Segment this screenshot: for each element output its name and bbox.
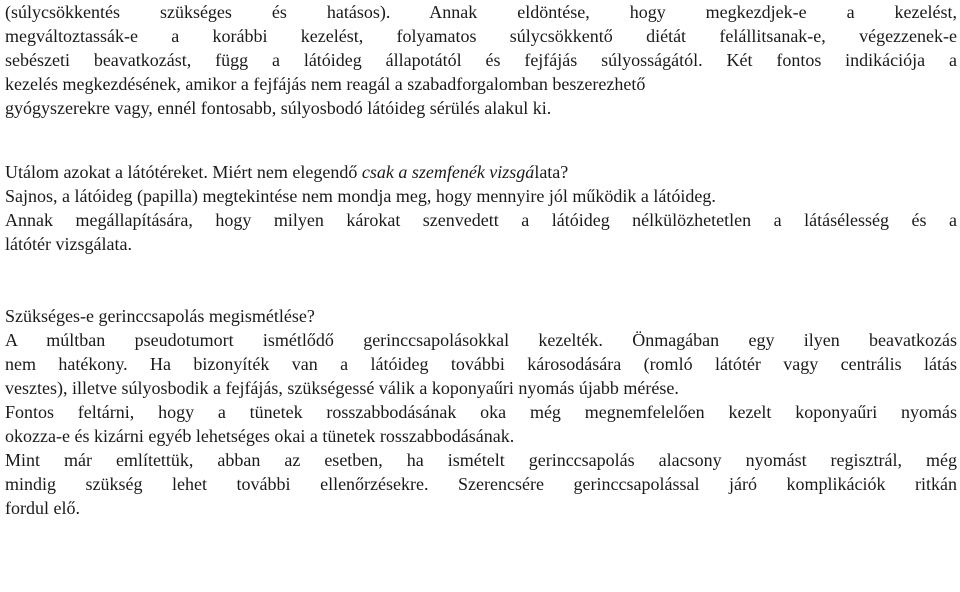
text-line: Fontos feltárni, hogy a tünetek rosszabbodásának oka még megnemfelelően kezelt koponyaűri nyomás bbox=[5, 402, 957, 422]
heading-text-end: lata? bbox=[534, 162, 569, 182]
document-page bbox=[5, 0, 957, 520]
section-spinal-tap bbox=[5, 304, 957, 520]
paragraph-spacer bbox=[5, 120, 957, 160]
text-line: Annak megállapítására, hogy milyen károkat szenvedett a látóideg nélkülözhetetlen a látásélesség és a bbox=[5, 210, 957, 230]
section-heading bbox=[5, 160, 957, 184]
section-visual-field bbox=[5, 160, 957, 256]
text-line: gyógyszerekre vagy, ennél fontosabb, súlyosbodó látóideg sérülés alakul ki. bbox=[5, 98, 552, 118]
text-line: fordul elő. bbox=[5, 498, 80, 518]
heading-italic-text: csak a szemfenék vizsgá bbox=[361, 162, 535, 182]
text-line: sebészeti beavatkozást, függ a látóideg állapotától és fejfájás súlyosságától. Két fontos indikációja a bbox=[5, 50, 957, 70]
text-line: nem hatékony. Ha bizonyíték van a látóideg további károsodására (romló látótér vagy centrális látás bbox=[5, 354, 957, 374]
text-line: Sajnos, a látóideg (papilla) megtekintése nem mondja meg, hogy mennyire jól működik a látóideg. bbox=[5, 186, 716, 206]
text-line: vesztes), illetve súlyosbodik a fejfájás, szükségessé válik a koponyaűri nyomás újabb mérése. bbox=[5, 378, 679, 398]
section-heading: Szükséges-e gerinccsapolás megismétlése? bbox=[5, 306, 315, 326]
text-line: kezelés megkezdésének, amikor a fejfájás nem reagál a szabadforgalomban beszerezhető bbox=[5, 74, 646, 94]
paragraph-intro bbox=[5, 0, 957, 120]
text-line: A múltban pseudotumort ismétlődő gerinccsapolásokkal kezelték. Önmagában egy ilyen beavatkozás bbox=[5, 330, 957, 350]
text-line: (súlycsökkentés szükséges és hatásos). Annak eldöntése, hogy megkezdjek-e a kezelést, bbox=[5, 2, 957, 22]
text-line: okozza-e és kizárni egyéb lehetséges okai a tünetek rosszabbodásának. bbox=[5, 426, 515, 446]
paragraph-spacer bbox=[5, 256, 957, 304]
text-line: látótér vizsgálata. bbox=[5, 234, 132, 254]
text-line: mindig szükség lehet további ellenőrzésekre. Szerencsére gerinccsapolással járó komplikációk ritkán bbox=[5, 474, 957, 494]
heading-text: Utálom azokat a látótéreket. Miért nem elegendő bbox=[5, 162, 362, 182]
text-line: megváltoztassák-e a korábbi kezelést, folyamatos súlycsökkentő diétát felállitsanak-e, végezzenek-e bbox=[5, 26, 957, 46]
text-line: Mint már említettük, abban az esetben, ha ismételt gerinccsapolás alacsony nyomást regisztrál, még bbox=[5, 450, 957, 470]
